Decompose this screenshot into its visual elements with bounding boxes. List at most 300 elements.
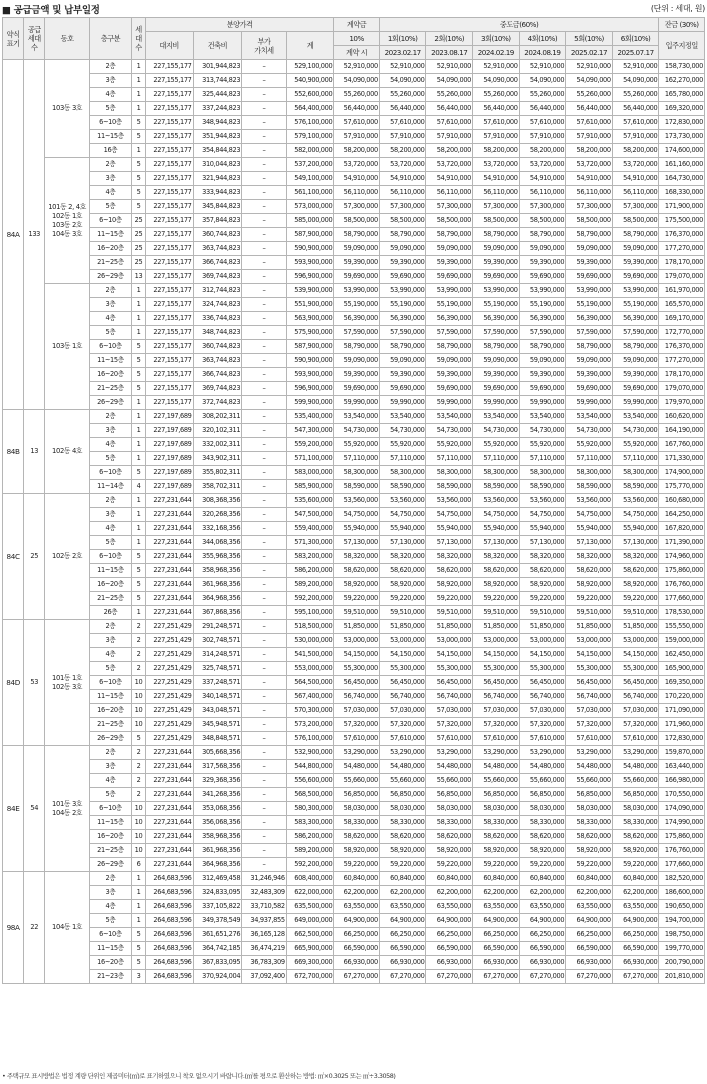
interim-amount: 58,300,000 xyxy=(473,466,520,480)
table-row xyxy=(3,480,705,494)
table-row xyxy=(3,130,705,144)
interim-amount: 53,990,000 xyxy=(519,284,566,298)
interim-amount: 58,030,000 xyxy=(379,802,426,816)
interim-amount: 54,910,000 xyxy=(473,172,520,186)
floor-range: 11~15층 xyxy=(89,354,131,368)
interim-amount: 51,850,000 xyxy=(566,620,613,634)
table-row xyxy=(3,858,705,872)
contract-amount: 59,390,000 xyxy=(334,256,380,270)
table-row xyxy=(3,242,705,256)
total-price: 583,200,000 xyxy=(286,550,334,564)
contract-amount: 54,480,000 xyxy=(334,760,380,774)
balance-amount: 171,900,000 xyxy=(659,200,705,214)
land-price: 227,231,644 xyxy=(145,844,193,858)
interim-amount: 56,850,000 xyxy=(379,788,426,802)
land-price: 264,683,596 xyxy=(145,970,193,984)
interim-amount: 59,090,000 xyxy=(426,354,473,368)
floor-range: 26~29층 xyxy=(89,270,131,284)
interim-amount: 58,620,000 xyxy=(566,564,613,578)
balance-amount: 168,330,000 xyxy=(659,186,705,200)
interim-amount: 56,740,000 xyxy=(473,690,520,704)
building-price: 324,744,823 xyxy=(193,298,242,312)
interim-amount: 63,550,000 xyxy=(566,900,613,914)
land-price: 227,231,644 xyxy=(145,508,193,522)
interim-amount: 55,190,000 xyxy=(566,298,613,312)
floor-range: 5층 xyxy=(89,662,131,676)
interim-amount: 62,200,000 xyxy=(473,886,520,900)
interim-amount: 66,590,000 xyxy=(426,942,473,956)
table-row xyxy=(3,172,705,186)
vat: 36,165,128 xyxy=(242,928,286,942)
interim-amount: 59,690,000 xyxy=(426,382,473,396)
interim-amount: 56,110,000 xyxy=(612,186,659,200)
interim-amount: 66,930,000 xyxy=(379,956,426,970)
contract-amount: 57,030,000 xyxy=(334,704,380,718)
floor-range: 11~15층 xyxy=(89,564,131,578)
building-price: 302,748,571 xyxy=(193,634,242,648)
interim-amount: 58,590,000 xyxy=(379,480,426,494)
interim-amount: 62,200,000 xyxy=(426,886,473,900)
floor-range: 6~10층 xyxy=(89,466,131,480)
interim-amount: 54,730,000 xyxy=(473,424,520,438)
land-price: 227,251,429 xyxy=(145,732,193,746)
interim-amount: 59,990,000 xyxy=(379,396,426,410)
floor-range: 11~15층 xyxy=(89,942,131,956)
interim-amount: 58,300,000 xyxy=(612,466,659,480)
table-row xyxy=(3,592,705,606)
floor-range: 4층 xyxy=(89,312,131,326)
table-row xyxy=(3,774,705,788)
interim-amount: 60,840,000 xyxy=(473,872,520,886)
unit-count: 5 xyxy=(132,186,146,200)
contract-amount: 55,260,000 xyxy=(334,88,380,102)
interim-amount: 58,920,000 xyxy=(566,844,613,858)
floor-range: 5층 xyxy=(89,102,131,116)
table-row xyxy=(3,928,705,942)
interim-amount: 56,110,000 xyxy=(473,186,520,200)
table-row xyxy=(3,816,705,830)
floor-range: 21~23층 xyxy=(89,970,131,984)
table-row xyxy=(3,522,705,536)
building-price: 364,742,185 xyxy=(193,942,242,956)
building-price: 332,002,311 xyxy=(193,438,242,452)
contract-amount: 57,110,000 xyxy=(334,452,380,466)
col-contract-pct: 10% xyxy=(334,32,380,46)
balance-amount: 194,700,000 xyxy=(659,914,705,928)
unit-count: 2 xyxy=(132,774,146,788)
interim-amount: 59,990,000 xyxy=(612,396,659,410)
floor-range: 2층 xyxy=(89,410,131,424)
vat: – xyxy=(242,494,286,508)
interim-amount: 53,720,000 xyxy=(379,158,426,172)
interim-amount: 56,440,000 xyxy=(566,102,613,116)
land-price: 227,155,177 xyxy=(145,116,193,130)
contract-amount: 58,200,000 xyxy=(334,144,380,158)
interim-amount: 58,620,000 xyxy=(426,830,473,844)
land-price: 227,231,644 xyxy=(145,746,193,760)
balance-amount: 161,970,000 xyxy=(659,284,705,298)
date-interim-3: 2024.02.19 xyxy=(473,46,520,60)
vat: – xyxy=(242,662,286,676)
interim-amount: 58,030,000 xyxy=(426,802,473,816)
interim-amount: 53,290,000 xyxy=(473,746,520,760)
interim-amount: 55,940,000 xyxy=(566,522,613,536)
building-price: 301,944,823 xyxy=(193,60,242,74)
interim-amount: 57,610,000 xyxy=(566,116,613,130)
interim-amount: 59,390,000 xyxy=(426,368,473,382)
total-price: 593,900,000 xyxy=(286,256,334,270)
interim-amount: 55,190,000 xyxy=(473,298,520,312)
supply-count: 53 xyxy=(24,620,45,746)
vat: – xyxy=(242,578,286,592)
table-row xyxy=(3,802,705,816)
interim-amount: 54,730,000 xyxy=(426,424,473,438)
vat: – xyxy=(242,60,286,74)
land-price: 227,251,429 xyxy=(145,718,193,732)
balance-amount: 171,090,000 xyxy=(659,704,705,718)
table-row xyxy=(3,340,705,354)
floor-range: 6~10층 xyxy=(89,550,131,564)
interim-amount: 59,690,000 xyxy=(473,382,520,396)
interim-amount: 58,500,000 xyxy=(426,214,473,228)
interim-amount: 59,390,000 xyxy=(379,256,426,270)
interim-amount: 59,220,000 xyxy=(473,592,520,606)
floor-range: 4층 xyxy=(89,774,131,788)
floor-range: 4층 xyxy=(89,522,131,536)
total-price: 596,900,000 xyxy=(286,270,334,284)
total-price: 649,000,000 xyxy=(286,914,334,928)
balance-amount: 174,090,000 xyxy=(659,802,705,816)
land-price: 227,155,177 xyxy=(145,102,193,116)
land-price: 227,155,177 xyxy=(145,60,193,74)
total-price: 568,500,000 xyxy=(286,788,334,802)
unit-count: 2 xyxy=(132,746,146,760)
vat: – xyxy=(242,606,286,620)
unit-count: 5 xyxy=(132,116,146,130)
interim-amount: 53,720,000 xyxy=(426,158,473,172)
unit-count: 2 xyxy=(132,662,146,676)
building-price: 358,702,311 xyxy=(193,480,242,494)
interim-amount: 56,390,000 xyxy=(519,312,566,326)
contract-amount: 64,900,000 xyxy=(334,914,380,928)
interim-amount: 53,560,000 xyxy=(566,494,613,508)
floor-range: 4층 xyxy=(89,900,131,914)
interim-amount: 53,540,000 xyxy=(519,410,566,424)
interim-amount: 57,130,000 xyxy=(473,536,520,550)
interim-amount: 59,510,000 xyxy=(473,606,520,620)
vat: – xyxy=(242,256,286,270)
unit-count: 1 xyxy=(132,606,146,620)
balance-amount: 175,860,000 xyxy=(659,564,705,578)
interim-amount: 59,390,000 xyxy=(473,256,520,270)
interim-amount: 53,000,000 xyxy=(379,634,426,648)
interim-amount: 58,790,000 xyxy=(426,228,473,242)
total-price: 635,500,000 xyxy=(286,900,334,914)
interim-amount: 56,440,000 xyxy=(426,102,473,116)
interim-amount: 55,940,000 xyxy=(379,522,426,536)
total-price: 669,300,000 xyxy=(286,956,334,970)
balance-amount: 171,390,000 xyxy=(659,536,705,550)
interim-amount: 56,850,000 xyxy=(566,788,613,802)
land-price: 227,231,644 xyxy=(145,774,193,788)
floor-range: 4층 xyxy=(89,438,131,452)
land-price: 264,683,596 xyxy=(145,942,193,956)
interim-amount: 54,480,000 xyxy=(566,760,613,774)
land-price: 227,155,177 xyxy=(145,368,193,382)
interim-amount: 58,300,000 xyxy=(519,466,566,480)
total-price: 537,200,000 xyxy=(286,158,334,172)
interim-amount: 54,750,000 xyxy=(566,508,613,522)
total-price: 567,400,000 xyxy=(286,690,334,704)
dong-ho: 103동 1호 xyxy=(45,284,89,410)
interim-amount: 57,590,000 xyxy=(519,326,566,340)
land-price: 227,231,644 xyxy=(145,760,193,774)
interim-amount: 59,510,000 xyxy=(566,606,613,620)
interim-amount: 57,110,000 xyxy=(426,452,473,466)
interim-amount: 56,440,000 xyxy=(473,102,520,116)
interim-amount: 57,610,000 xyxy=(379,116,426,130)
total-price: 532,900,000 xyxy=(286,746,334,760)
building-price: 313,744,823 xyxy=(193,74,242,88)
building-price: 351,944,823 xyxy=(193,130,242,144)
total-price: 535,400,000 xyxy=(286,410,334,424)
interim-amount: 63,550,000 xyxy=(473,900,520,914)
interim-amount: 59,220,000 xyxy=(519,592,566,606)
interim-amount: 59,220,000 xyxy=(566,858,613,872)
contract-amount: 59,220,000 xyxy=(334,592,380,606)
unit-count: 5 xyxy=(132,550,146,564)
balance-amount: 190,650,000 xyxy=(659,900,705,914)
total-price: 564,500,000 xyxy=(286,676,334,690)
floor-range: 16~20층 xyxy=(89,242,131,256)
interim-amount: 63,550,000 xyxy=(379,900,426,914)
floor-range: 11~15층 xyxy=(89,690,131,704)
total-price: 592,200,000 xyxy=(286,858,334,872)
total-price: 541,500,000 xyxy=(286,648,334,662)
table-row xyxy=(3,536,705,550)
balance-amount: 172,830,000 xyxy=(659,116,705,130)
interim-amount: 59,690,000 xyxy=(612,382,659,396)
balance-amount: 169,320,000 xyxy=(659,102,705,116)
interim-amount: 54,480,000 xyxy=(612,760,659,774)
total-price: 590,900,000 xyxy=(286,242,334,256)
supply-count: 133 xyxy=(24,60,45,410)
total-price: 586,200,000 xyxy=(286,830,334,844)
balance-amount: 158,730,000 xyxy=(659,60,705,74)
interim-amount: 58,320,000 xyxy=(379,550,426,564)
interim-amount: 59,090,000 xyxy=(426,242,473,256)
balance-amount: 174,600,000 xyxy=(659,144,705,158)
table-row xyxy=(3,424,705,438)
contract-amount: 54,090,000 xyxy=(334,74,380,88)
unit-count: 1 xyxy=(132,536,146,550)
interim-amount: 62,200,000 xyxy=(519,886,566,900)
floor-range: 11~15층 xyxy=(89,228,131,242)
unit-count: 25 xyxy=(132,228,146,242)
interim-amount: 53,290,000 xyxy=(426,746,473,760)
interim-amount: 58,030,000 xyxy=(473,802,520,816)
land-price: 227,155,177 xyxy=(145,158,193,172)
interim-amount: 56,850,000 xyxy=(426,788,473,802)
vat: – xyxy=(242,634,286,648)
floor-range: 11~15층 xyxy=(89,816,131,830)
unit-type: 84C xyxy=(3,494,24,620)
interim-amount: 60,840,000 xyxy=(519,872,566,886)
balance-amount: 178,530,000 xyxy=(659,606,705,620)
interim-amount: 59,220,000 xyxy=(426,858,473,872)
vat: 37,092,400 xyxy=(242,970,286,984)
interim-amount: 54,730,000 xyxy=(566,424,613,438)
contract-amount: 58,920,000 xyxy=(334,844,380,858)
balance-amount: 170,550,000 xyxy=(659,788,705,802)
vat: 36,474,219 xyxy=(242,942,286,956)
unit-count: 13 xyxy=(132,270,146,284)
unit-count: 1 xyxy=(132,914,146,928)
balance-amount: 176,370,000 xyxy=(659,340,705,354)
unit-count: 5 xyxy=(132,942,146,956)
supply-count: 22 xyxy=(24,872,45,984)
vat: – xyxy=(242,130,286,144)
total-price: 583,000,000 xyxy=(286,466,334,480)
interim-amount: 58,330,000 xyxy=(379,816,426,830)
vat: – xyxy=(242,74,286,88)
balance-amount: 164,730,000 xyxy=(659,172,705,186)
balance-amount: 174,960,000 xyxy=(659,550,705,564)
land-price: 227,197,689 xyxy=(145,480,193,494)
land-price: 227,231,644 xyxy=(145,802,193,816)
vat: – xyxy=(242,592,286,606)
floor-range: 6~10층 xyxy=(89,214,131,228)
interim-amount: 53,720,000 xyxy=(566,158,613,172)
interim-amount: 52,910,000 xyxy=(566,60,613,74)
interim-amount: 55,660,000 xyxy=(379,774,426,788)
interim-amount: 58,300,000 xyxy=(379,466,426,480)
total-price: 586,200,000 xyxy=(286,564,334,578)
interim-amount: 58,920,000 xyxy=(612,578,659,592)
interim-amount: 57,610,000 xyxy=(612,732,659,746)
interim-amount: 59,690,000 xyxy=(473,270,520,284)
land-price: 227,197,689 xyxy=(145,410,193,424)
vat: – xyxy=(242,746,286,760)
balance-amount: 164,190,000 xyxy=(659,424,705,438)
interim-amount: 58,620,000 xyxy=(379,564,426,578)
unit-count: 5 xyxy=(132,200,146,214)
vat: – xyxy=(242,788,286,802)
interim-amount: 57,610,000 xyxy=(566,732,613,746)
interim-amount: 53,290,000 xyxy=(566,746,613,760)
contract-amount: 59,390,000 xyxy=(334,368,380,382)
interim-amount: 66,250,000 xyxy=(612,928,659,942)
interim-amount: 56,110,000 xyxy=(426,186,473,200)
total-price: 530,000,000 xyxy=(286,634,334,648)
interim-amount: 58,620,000 xyxy=(566,830,613,844)
table-row xyxy=(3,662,705,676)
contract-amount: 56,440,000 xyxy=(334,102,380,116)
interim-amount: 59,990,000 xyxy=(519,396,566,410)
interim-amount: 67,270,000 xyxy=(519,970,566,984)
interim-amount: 54,090,000 xyxy=(473,74,520,88)
interim-amount: 57,320,000 xyxy=(379,718,426,732)
contract-amount: 58,320,000 xyxy=(334,550,380,564)
interim-amount: 51,850,000 xyxy=(426,620,473,634)
table-row xyxy=(3,298,705,312)
balance-amount: 175,860,000 xyxy=(659,830,705,844)
balance-amount: 175,770,000 xyxy=(659,480,705,494)
table-row xyxy=(3,886,705,900)
contract-amount: 58,620,000 xyxy=(334,564,380,578)
unit-count: 2 xyxy=(132,620,146,634)
interim-amount: 59,390,000 xyxy=(566,256,613,270)
contract-amount: 66,590,000 xyxy=(334,942,380,956)
interim-amount: 53,560,000 xyxy=(473,494,520,508)
vat: – xyxy=(242,214,286,228)
land-price: 227,155,177 xyxy=(145,354,193,368)
unit-count: 5 xyxy=(132,354,146,368)
interim-amount: 54,750,000 xyxy=(519,508,566,522)
balance-amount: 178,170,000 xyxy=(659,256,705,270)
vat: – xyxy=(242,774,286,788)
unit-count: 1 xyxy=(132,900,146,914)
interim-amount: 53,000,000 xyxy=(426,634,473,648)
col-interim-2: 2회(10%) xyxy=(426,32,473,46)
interim-amount: 58,320,000 xyxy=(612,550,659,564)
col-balance-when: 입주지정일 xyxy=(659,32,705,60)
interim-amount: 56,450,000 xyxy=(566,676,613,690)
total-price: 540,900,000 xyxy=(286,74,334,88)
contract-amount: 62,200,000 xyxy=(334,886,380,900)
total-price: 576,100,000 xyxy=(286,116,334,130)
interim-amount: 57,110,000 xyxy=(379,452,426,466)
total-price: 549,100,000 xyxy=(286,172,334,186)
interim-amount: 59,220,000 xyxy=(379,858,426,872)
dong-ho: 104동 1호 xyxy=(45,872,89,984)
interim-amount: 59,090,000 xyxy=(519,354,566,368)
interim-amount: 54,150,000 xyxy=(612,648,659,662)
table-row xyxy=(3,578,705,592)
total-price: 564,400,000 xyxy=(286,102,334,116)
interim-amount: 59,090,000 xyxy=(473,242,520,256)
interim-amount: 57,300,000 xyxy=(566,200,613,214)
interim-amount: 53,990,000 xyxy=(612,284,659,298)
contract-amount: 58,300,000 xyxy=(334,466,380,480)
land-price: 227,155,177 xyxy=(145,130,193,144)
unit-count: 10 xyxy=(132,802,146,816)
table-row xyxy=(3,368,705,382)
interim-amount: 52,910,000 xyxy=(426,60,473,74)
interim-amount: 59,990,000 xyxy=(473,396,520,410)
interim-amount: 55,190,000 xyxy=(612,298,659,312)
vat: – xyxy=(242,536,286,550)
building-price: 324,833,095 xyxy=(193,886,242,900)
vat: – xyxy=(242,508,286,522)
vat: – xyxy=(242,648,286,662)
land-price: 227,155,177 xyxy=(145,200,193,214)
col-price-group: 분양가격 xyxy=(145,18,333,32)
interim-amount: 57,110,000 xyxy=(519,452,566,466)
land-price: 227,231,644 xyxy=(145,788,193,802)
land-price: 227,155,177 xyxy=(145,326,193,340)
balance-amount: 165,570,000 xyxy=(659,298,705,312)
contract-amount: 57,320,000 xyxy=(334,718,380,732)
unit-count: 10 xyxy=(132,718,146,732)
interim-amount: 66,590,000 xyxy=(379,942,426,956)
vat: – xyxy=(242,368,286,382)
unit-count: 2 xyxy=(132,760,146,774)
interim-amount: 58,590,000 xyxy=(612,480,659,494)
interim-amount: 57,610,000 xyxy=(426,732,473,746)
vat: – xyxy=(242,690,286,704)
land-price: 227,155,177 xyxy=(145,242,193,256)
